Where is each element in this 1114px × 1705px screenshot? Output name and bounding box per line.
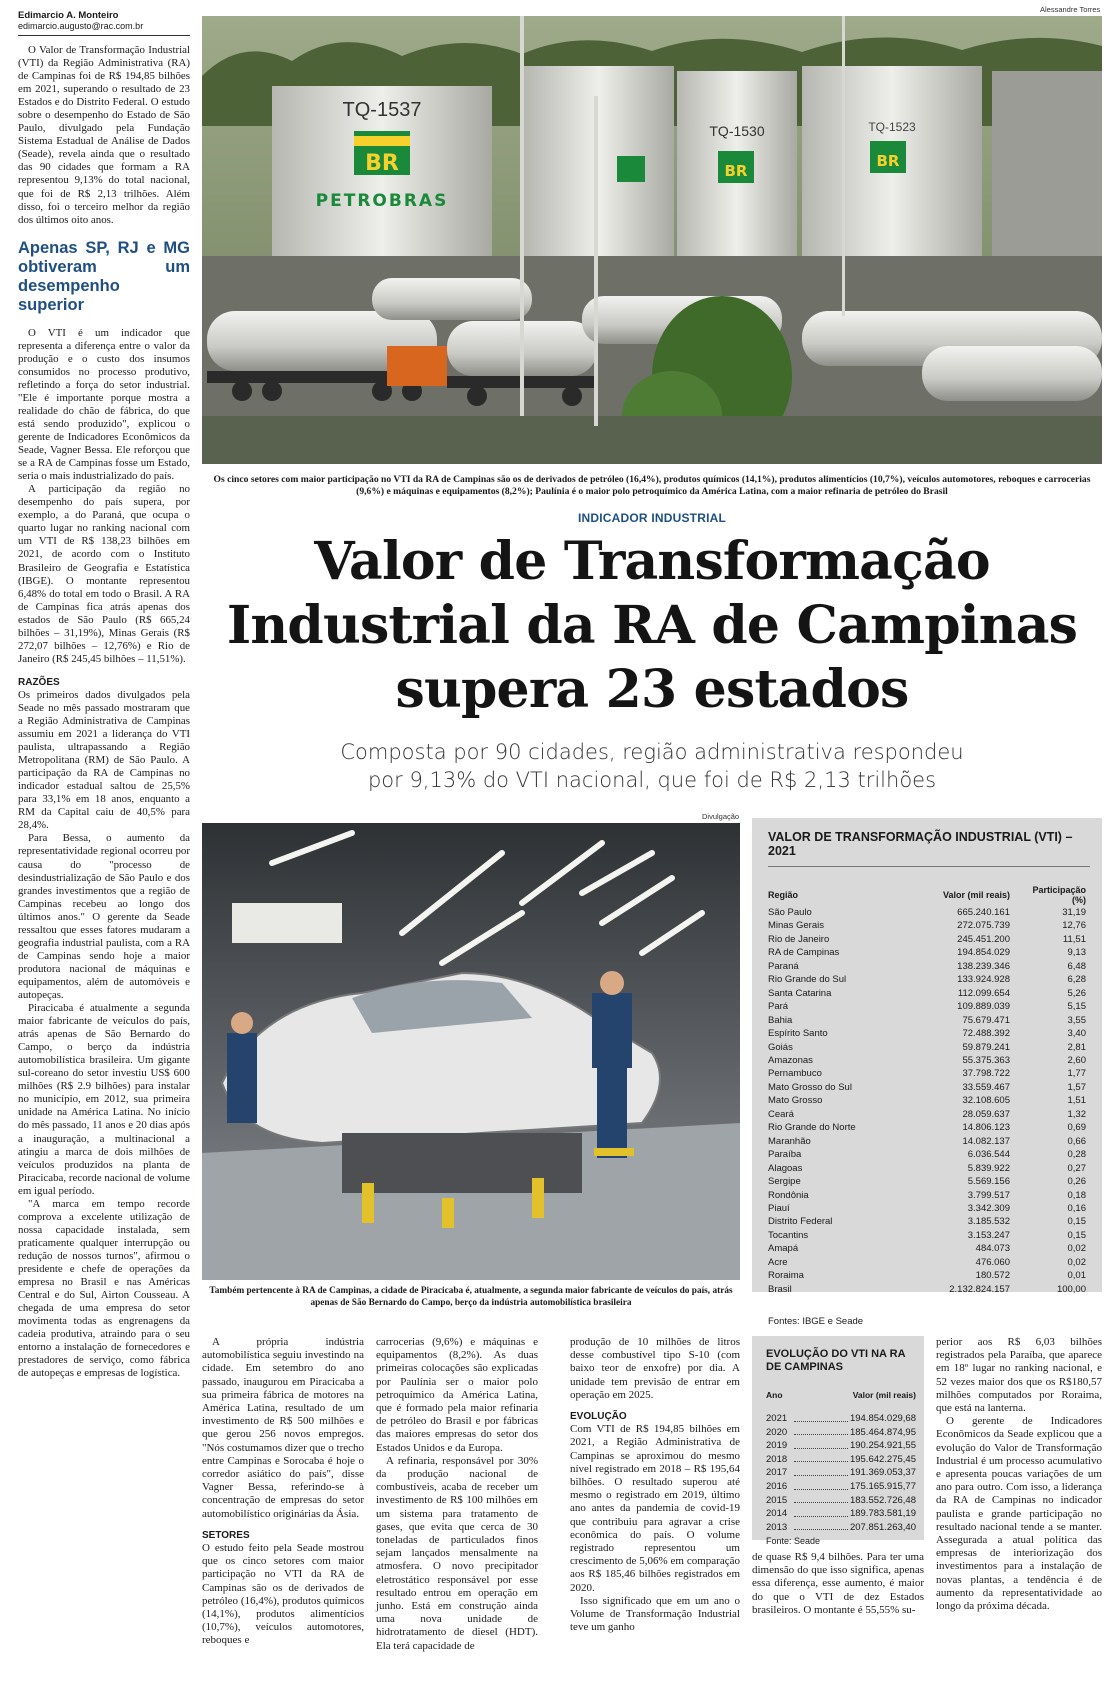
body-paragraph: carrocerias (9,6%) e máquinas e equipamentos (8,2%). As duas primeiras colocações são explicadas por Paulínia ser o maior polo petroquímico da América Latina, que é formado pela maior refinaria de petróleo do Brasil e por fábricas das maiores empresas do setor dos Estados Unidos e da Europa. xyxy=(376,1336,538,1454)
headline xyxy=(202,530,1102,722)
share-cell: 1,77 xyxy=(1067,1068,1086,1080)
deck-line: Composta por 90 cidades, região administrativa respondeu xyxy=(340,740,964,764)
table-row xyxy=(768,1121,1090,1134)
value-cell: 3.153.247 xyxy=(967,1229,1010,1241)
value-cell: 272.075.739 xyxy=(957,920,1010,932)
petrobras-logo: BR xyxy=(876,152,900,170)
share-cell: 6,28 xyxy=(1067,974,1086,986)
share-cell: 11,51 xyxy=(1062,933,1086,945)
year-cell: 2020 xyxy=(766,1426,788,1438)
region-cell: Roraima xyxy=(768,1270,804,1282)
share-cell: 9,13 xyxy=(1067,947,1086,959)
vti-table-box xyxy=(752,818,1102,1328)
body-paragraph: A participação da região no desempenho do país supera, por exemplo, a do Paraná, que ocupa o quarto lugar no ranking nacional com um VTI de R$ 138,23 bilhões em 2021, de acordo com o Instituto Brasileiro de Geografia e Estatística (IBGE). O montante representou 6,48% do total em todo o Brasil. A RA de Campinas fica atrás apenas dos estados de São Paulo (R$ 665,24 bilhões – 31,19%), Minas Gerais (R$ 272,07 bilhões – 12,76%) e Rio de Janeiro (R$ 245,45 bilhões – 11,51%). xyxy=(18,483,190,665)
table-row xyxy=(768,1256,1090,1269)
body-paragraph: O VTI é um indicador que representa a diferença entre o valor da produção e o custo dos insumos consumidos no processo produtivo, refletindo a força do setor industrial. "Ele é importante porque mostra a realidade do chão de fábrica, do que está sendo produzido", explicou o gerente de Indicadores Econômicos da Seade, Vagner Bessa. Ele reforçou que se a RA de Campinas fosse um Estado, seria o mais industrializado do país. xyxy=(18,326,190,483)
value-cell: 191.369.053,37 xyxy=(849,1467,916,1479)
leader-dots xyxy=(794,1507,848,1517)
leader-dots xyxy=(794,1412,848,1422)
value-cell: 3.342.309 xyxy=(967,1202,1010,1214)
kicker: INDICADOR INDUSTRIAL xyxy=(578,511,726,525)
table-row xyxy=(766,1507,916,1521)
region-cell: Pará xyxy=(768,1001,789,1013)
table-row xyxy=(768,1135,1090,1148)
intro-paragraph: O Valor de Transformação Industrial (VTI) da Região Administrativa (RA) de Campinas foi de R$ 194,85 bilhões em 2021, superando o resultado de 23 Estados e do Distrito Federal. O estudo sobre o desempenho do Estado de São Paulo, divulgado pela Fundação Sistema Estadual de Análise de Dados (Seade), revela ainda que o resultado das 90 cidades que formam a RA representou 9,13% do total nacional, que foi de R$ 2,13 trilhões. Além disso, foi o terceiro melhor da região dos últimos oito anos. xyxy=(18,44,190,226)
value-cell: 189.783.581,19 xyxy=(849,1508,916,1520)
value-cell: 180.572 xyxy=(975,1270,1010,1282)
value-cell: 2.132.824.157 xyxy=(949,1283,1010,1295)
body-paragraph: Os primeiros dados divulgados pela Seade no mês passado mostraram que a Região Administrativa de Campinas assumiu em 2021 a liderança do VTI paulista, ultrapassando a Região Metropolitana (RM) de São Paulo. A participação da RA de Campinas no indicador estadual saltou de 25,5% para 33,1% em 18 anos, enquanto a RM da Capital caiu de 40,5% para 28,4%. xyxy=(18,688,190,832)
column-header: Valor (mil reais) xyxy=(942,890,1010,900)
table-row xyxy=(766,1412,916,1426)
vti-table-title: VALOR DE TRANSFORMAÇÃO INDUSTRIAL (VTI) – 2021 xyxy=(768,830,1090,867)
value-cell: 194.854.029,68 xyxy=(849,1413,916,1424)
share-cell: 0,66 xyxy=(1067,1135,1086,1147)
body-paragraph: de quase R$ 9,4 bilhões. Para ter uma dimensão do que isso significa, apenas essa diferença, esse aumento, é maior do que o VTI de dez Estados brasileiros. O montante é 55,55% su- xyxy=(752,1551,924,1616)
body-paragraph: Isso significado que em um ano o Volume de Transformação Industrial teve um ganho xyxy=(570,1594,740,1634)
region-cell: Maranhão xyxy=(768,1135,811,1147)
value-cell: 138.239.346 xyxy=(957,960,1010,972)
table-row xyxy=(768,1067,1090,1080)
value-cell: 33.559.467 xyxy=(962,1081,1010,1093)
region-cell: Ceará xyxy=(768,1108,794,1120)
value-cell: 175.165.915,77 xyxy=(849,1480,916,1492)
body-paragraph: Com VTI de R$ 194,85 bilhões em 2021, a Região Administrativa de Campinas se aproximou do mesmo nível registrado em 2018 – R$ 195,64 bilhões. O resultado superou até mesmo o registrado em 2019, último ano antes da pandemia de covid-19 que contribuiu para agravar a crise econômica do país. O volume registrado representou um crescimento de 5,06% em comparação aos R$ 185,46 bilhões registrados em 2020. xyxy=(570,1423,740,1594)
value-cell: 3.799.517 xyxy=(967,1189,1010,1201)
region-cell: Paraíba xyxy=(768,1149,802,1161)
region-cell: Amazonas xyxy=(768,1054,813,1066)
table-row xyxy=(768,1189,1090,1202)
year-cell: 2015 xyxy=(766,1494,788,1506)
vti-table xyxy=(768,885,1090,1296)
table-row xyxy=(768,1148,1090,1161)
body-paragraph: A própria indústria automobilística seguiu investindo na cidade. Em setembro do ano passado, inaugurou em Piracicaba a sua primeira fábrica de motores na América Latina, resultado de um investimento de R$ 500 milhões e que gerou 256 novos empregos. "Nós costumamos dizer que o trecho entre Campinas e Sorocaba é hoje o corredor asiático do país", disse Vagner Bessa, referindo-se à concentração de empresas do setor automobilístico originárias da Ásia. xyxy=(202,1336,364,1520)
leader-dots xyxy=(794,1480,848,1490)
region-cell: Brasil xyxy=(768,1283,792,1295)
table-row xyxy=(768,906,1090,919)
region-cell: Rondônia xyxy=(768,1189,809,1201)
region-cell: Mato Grosso do Sul xyxy=(768,1081,852,1093)
deck-line: por 9,13% do VTI nacional, que foi de R$ 2,13 trilhões xyxy=(367,768,937,792)
region-cell: Distrito Federal xyxy=(768,1216,833,1228)
table-row xyxy=(768,1000,1090,1013)
value-cell: 6.036.544 xyxy=(967,1149,1010,1161)
share-cell: 5,15 xyxy=(1067,1001,1086,1013)
text-column xyxy=(752,1551,924,1617)
value-cell: 109.889.039 xyxy=(957,1001,1010,1013)
top-photo-caption: Os cinco setores com maior participação no VTI da RA de Campinas são os de derivados de petróleo (16,4%), produtos químicos (14,1%), produtos alimentícios (10,7%), veículos automotores, reboques e carrocerias (9,6%) e máquinas e equipamentos (8,2%); Paulínia é o maior polo petroquímico da América Latina, com a maior refinaria de petróleo do Brasil xyxy=(213,474,1091,497)
share-cell: 0,15 xyxy=(1067,1216,1086,1228)
value-cell: 14.082.137 xyxy=(962,1135,1010,1147)
share-cell: 0,27 xyxy=(1067,1162,1086,1174)
share-cell: 0,01 xyxy=(1067,1270,1086,1282)
column-header: Ano xyxy=(766,1390,783,1400)
region-cell: Acre xyxy=(768,1256,788,1268)
region-cell: Sergipe xyxy=(768,1176,801,1188)
share-cell: 2,60 xyxy=(1067,1054,1086,1066)
table-row xyxy=(766,1521,916,1535)
body-paragraph: Piracicaba é atualmente a segunda maior fabricante de veículos do país, atrás apenas de São Bernardo do Campo, o berço da indústria automobilística brasileira. Um gigante sul-coreano do setor investiu US$ 600 milhões (R$ 2.9 bilhões) para instalar no município, em 2012, sua primeira unidade na América Latina. No início do mês passado, 11 anos e 20 dias após a inauguração, a multinacional a atingiu a marca de dois milhões de veículos produzidos na planta de Piracicaba, recorde nacional de volume em igual período. xyxy=(18,1002,190,1197)
share-cell: 0,16 xyxy=(1067,1202,1086,1214)
body-paragraph: "A marca em tempo recorde comprova a excelente utilização de nossa capacidade instalada, sem praticamente qualquer interrupção ou redução de nossos turnos", afirmou o presidente e chefe de operações da empresa no Brasil e nas Américas Central e do Sul, Airton Cousseau. A chegada de uma empresa do setor movimenta todas as engrenagens da cadeia produtiva, atraindo para o seu entorno a instalação de fornecedores e prestadores de serviço, como fábrica de autopeças e empresas de logística. xyxy=(18,1197,190,1380)
year-cell: 2017 xyxy=(766,1467,788,1479)
region-cell: Amapá xyxy=(768,1243,799,1255)
share-cell: 1,32 xyxy=(1067,1108,1086,1120)
column-header: Participação (%) xyxy=(1032,885,1086,905)
region-cell: Piauí xyxy=(768,1202,790,1214)
byline-email[interactable]: edimarcio.augusto@rac.com.br xyxy=(18,21,190,36)
year-cell: 2016 xyxy=(766,1480,788,1492)
table-row xyxy=(768,919,1090,932)
evolution-table-body xyxy=(766,1412,916,1534)
value-cell: 14.806.123 xyxy=(962,1122,1010,1134)
leader-dots xyxy=(794,1453,848,1463)
value-cell: 5.839.922 xyxy=(967,1162,1010,1174)
year-cell: 2019 xyxy=(766,1440,788,1452)
table-row xyxy=(768,1162,1090,1175)
table-row xyxy=(768,1269,1090,1282)
region-cell: Goiás xyxy=(768,1041,793,1053)
text-column xyxy=(202,1336,364,1648)
value-cell: 195.642.275,45 xyxy=(849,1453,916,1465)
section-label-razoes: RAZÕES xyxy=(18,676,60,688)
table-row xyxy=(766,1480,916,1494)
region-cell: Minas Gerais xyxy=(768,920,824,932)
share-cell: 0,69 xyxy=(1067,1122,1086,1134)
year-cell: 2014 xyxy=(766,1508,788,1520)
body-paragraph: A refinaria, responsável por 30% da produção nacional de combustíveis, acaba de receber um investimento de R$ 100 milhões em um sistema para tratamento de gases, que evita que cerca de 30 toneladas de particulados finos sejam lançados mensalmente na atmosfera. O novo precipitador eletrostático responsável por esse resultado entrou em operação em junho. Está em construção ainda uma nova unidade de hidrotratamento de diesel (HDT). Ela terá capacidade de xyxy=(376,1454,538,1652)
table-row xyxy=(768,946,1090,959)
value-cell: 183.552.726,48 xyxy=(849,1494,916,1506)
table-row xyxy=(766,1426,916,1440)
section-label-evolucao: EVOLUÇÃO xyxy=(570,1411,627,1423)
table-row xyxy=(768,1215,1090,1228)
table-row xyxy=(766,1466,916,1480)
byline-author: Edimarcio A. Monteiro xyxy=(18,10,119,21)
value-cell: 75.679.471 xyxy=(962,1014,1010,1026)
share-cell: 0,18 xyxy=(1067,1189,1086,1201)
leader-dots xyxy=(794,1521,848,1531)
share-cell: 1,57 xyxy=(1067,1081,1086,1093)
table-row xyxy=(766,1453,916,1467)
leader-dots xyxy=(794,1494,848,1504)
value-cell: 194.854.029 xyxy=(957,947,1010,959)
region-cell: Pernambuco xyxy=(768,1068,822,1080)
body-paragraph: perior aos R$ 6,03 bilhões registrados pela Paraíba, que aparece em 18º lugar no ranking nacional, e 52 vezes maior dos que os R$180,57 milhões computados por Roraima, que está na lanterna. xyxy=(936,1336,1102,1415)
evolution-table-header xyxy=(766,1390,916,1400)
value-cell: 245.451.200 xyxy=(957,933,1010,945)
headline-line: supera 23 estados xyxy=(395,659,909,720)
value-cell: 112.099.654 xyxy=(957,987,1010,999)
value-cell: 5.569.156 xyxy=(967,1176,1010,1188)
text-column xyxy=(936,1336,1102,1613)
table-row xyxy=(768,1081,1090,1094)
region-cell: Mato Grosso xyxy=(768,1095,823,1107)
share-cell: 0,02 xyxy=(1067,1256,1086,1268)
table-row xyxy=(768,1202,1090,1215)
column-header: Valor (mil reais) xyxy=(852,1390,916,1400)
photo-credit: Divulgação xyxy=(702,812,740,821)
share-cell: 100,00 xyxy=(1056,1283,1086,1295)
share-cell: 0,28 xyxy=(1067,1149,1086,1161)
value-cell: 185.464.874,95 xyxy=(849,1426,916,1438)
region-cell: Santa Catarina xyxy=(768,987,832,999)
value-cell: 28.059.637 xyxy=(962,1108,1010,1120)
value-cell: 59.879.241 xyxy=(962,1041,1010,1053)
leader-dots xyxy=(794,1426,848,1436)
value-cell: 207.851.263,40 xyxy=(849,1521,916,1533)
tank-label: TQ-1530 xyxy=(709,123,765,139)
year-cell: 2018 xyxy=(766,1453,788,1465)
region-cell: São Paulo xyxy=(768,907,812,918)
section-label-setores: SETORES xyxy=(202,1529,250,1541)
table-row xyxy=(768,933,1090,946)
refinery-photo xyxy=(202,16,1102,464)
left-body xyxy=(18,44,190,1380)
value-cell: 37.798.722 xyxy=(962,1068,1010,1080)
share-cell: 1,51 xyxy=(1067,1095,1086,1107)
table-row xyxy=(766,1494,916,1508)
body-paragraph: O estudo feito pela Seade mostrou que os cinco setores com maior participação no VTI da RA de Campinas são os de derivados de petróleo (16,4%), produtos químicos (14,1%), produtos alimentícios (10,7%), veículos automotores, reboques e xyxy=(202,1542,364,1647)
table-row xyxy=(766,1439,916,1453)
headline-line: Industrial da RA de Campinas xyxy=(226,595,1078,656)
table-row xyxy=(768,1229,1090,1242)
tank-label: TQ-1537 xyxy=(342,99,422,121)
share-cell: 31,19 xyxy=(1062,907,1086,918)
value-cell: 665.240.161 xyxy=(957,907,1010,918)
table-row xyxy=(768,1094,1090,1107)
table-row xyxy=(768,1014,1090,1027)
region-cell: Alagoas xyxy=(768,1162,803,1174)
region-cell: Bahia xyxy=(768,1014,793,1026)
share-cell: 3,40 xyxy=(1067,1028,1086,1040)
evolution-source: Fonte: Seade xyxy=(766,1536,821,1547)
share-cell: 0,02 xyxy=(1067,1243,1086,1255)
region-cell: RA de Campinas xyxy=(768,947,840,959)
headline-line: Valor de Transformação xyxy=(314,531,990,592)
year-cell: 2013 xyxy=(766,1521,788,1533)
share-cell: 6,48 xyxy=(1067,960,1086,972)
petrobras-logo: BR xyxy=(724,162,748,180)
value-cell: 72.488.392 xyxy=(962,1028,1010,1040)
table-row xyxy=(768,973,1090,986)
table-row xyxy=(768,1242,1090,1255)
region-cell: Paraná xyxy=(768,960,799,972)
svg-text:BR: BR xyxy=(365,151,399,176)
year-cell: 2021 xyxy=(766,1413,788,1424)
region-cell: Espírito Santo xyxy=(768,1028,828,1040)
region-cell: Rio Grande do Norte xyxy=(768,1122,856,1134)
leader-dots xyxy=(794,1466,848,1476)
deck xyxy=(202,738,1102,794)
value-cell: 3.185.532 xyxy=(967,1216,1010,1228)
share-cell: 2,81 xyxy=(1067,1041,1086,1053)
region-cell: Tocantins xyxy=(768,1229,809,1241)
leader-dots xyxy=(794,1439,848,1449)
share-cell: 0,15 xyxy=(1067,1229,1086,1241)
value-cell: 190.254.921,55 xyxy=(849,1440,916,1452)
text-column xyxy=(570,1336,740,1634)
share-cell: 0,26 xyxy=(1067,1176,1086,1188)
tank-label: TQ-1523 xyxy=(868,120,916,134)
vti-source: Fontes: IBGE e Seade xyxy=(768,1316,864,1328)
value-cell: 476.060 xyxy=(975,1256,1010,1268)
left-column xyxy=(18,10,190,1380)
table-row xyxy=(768,1041,1090,1054)
table-row xyxy=(768,1283,1090,1296)
body-paragraph: produção de 10 milhões de litros desse combustível tipo S-10 (com baixo teor de enxofre) por dia. A unidade tem previsão de entrar em operação em 2025. xyxy=(570,1336,740,1401)
region-cell: Rio Grande do Sul xyxy=(768,974,847,986)
car-factory-photo xyxy=(202,823,740,1280)
share-cell: 12,76 xyxy=(1062,920,1086,932)
value-cell: 484.073 xyxy=(975,1243,1010,1255)
table-row xyxy=(768,1027,1090,1040)
table-header-row xyxy=(768,885,1090,906)
table-row xyxy=(768,1108,1090,1121)
value-cell: 32.108.605 xyxy=(962,1095,1010,1107)
share-cell: 3,55 xyxy=(1067,1014,1086,1026)
petrobras-wordmark: PETROBRAS xyxy=(315,191,449,211)
column-header: Região xyxy=(768,890,799,900)
subheadline: Apenas SP, RJ e MG obtiveram um desempenho superior xyxy=(18,238,190,314)
car-photo-caption: Também pertencente à RA de Campinas, a cidade de Piracicaba é, atualmente, a segunda maior fabricante de veículos do país, atrás apenas de São Bernardo do Campo, berço da indústria automobilística brasileira xyxy=(209,1286,733,1308)
table-row xyxy=(768,960,1090,973)
table-row xyxy=(768,987,1090,1000)
photo-credit: Alessandre Torres xyxy=(1040,5,1101,14)
evolution-table-box xyxy=(752,1336,924,1547)
share-cell: 5,26 xyxy=(1067,987,1086,999)
text-column xyxy=(376,1336,538,1653)
table-row xyxy=(768,1175,1090,1188)
table-row xyxy=(768,1054,1090,1067)
evolution-table-title: EVOLUÇÃO DO VTI NA RA DE CAMPINAS xyxy=(766,1348,906,1373)
value-cell: 55.375.363 xyxy=(962,1054,1010,1066)
body-paragraph: Para Bessa, o aumento da representatividade regional ocorreu por causa do "processo de desindustrialização de São Paulo e dos grandes investimentos que a região de Campinas recebeu ao longo dos últimos anos." O gerente da Seade ressaltou que esses fatores mudaram a geografia industrial paulista, com a RA de Campinas sendo hoje a maior produtora nacional de máquinas e equipamentos, além de automóveis e autopeças. xyxy=(18,832,190,1001)
region-cell: Rio de Janeiro xyxy=(768,933,830,945)
value-cell: 133.924.928 xyxy=(957,974,1010,986)
body-paragraph: O gerente de Indicadores Econômicos da Seade explicou que a evolução do Valor de Transformação Industrial é um processo acumulativo e apresenta poucas variações de um ano para outro. Com isso, a liderança da RA de Campinas no indicador paulista e grande participação no resultado nacional tende a se manter. Assegurada a atual política das empresas de interiorização dos investimentos para a instalação de novas plantas, a tendência é de aumento da representatividade ao longo da próxima década. xyxy=(936,1415,1102,1613)
